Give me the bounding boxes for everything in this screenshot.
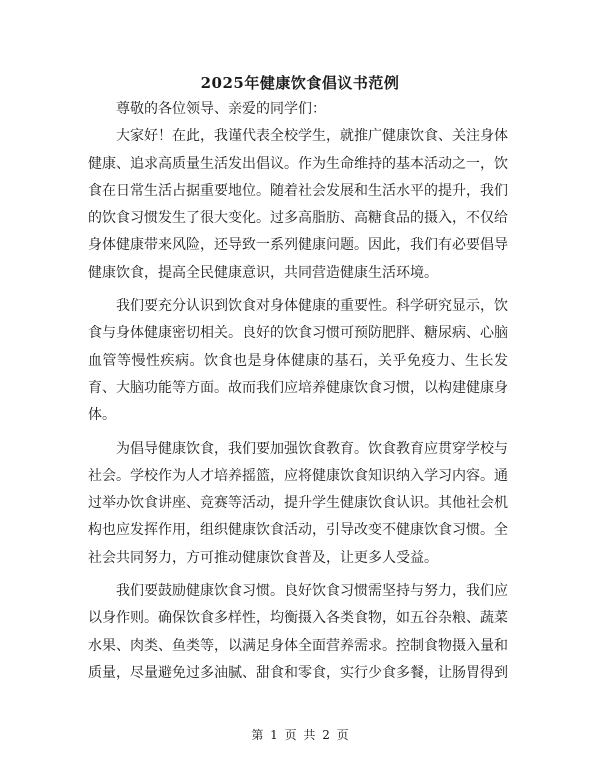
paragraph-1: 大家好！在此，我谨代表全校学生，就推广健康饮食、关注身体健康、追求高质量生活发出倡议。作为生命维持的基本活动之一，饮食在日常生活占据重要地位。随着社会发展和生活水平的提升，我们的饮食习惯发生了很大变化。过多高脂肪、高糖食品的摄入，不仅给身体健康带来风险，还导致一系列健康问题。因此，我们有必要倡导健康饮食，提高全民健康意识，共同营造健康生活环境。 (88, 128, 508, 281)
document-body (88, 96, 508, 687)
page-indicator: 第 1 页 共 2 页 (251, 728, 349, 742)
salutation: 尊敬的各位领导、亲爱的同学们： (116, 101, 326, 117)
paragraph-4: 我们要鼓励健康饮食习惯。良好饮食习惯需坚持与努力，我们应以身作则。确保饮食多样性，均衡摄入各类食物，如五谷杂粮、蔬菜水果、肉类、鱼类等，以满足身体全面营养需求。控制食物摄入量和质量，尽量避免过多油腻、甜食和零食，实行少食多餐，让肠胃得到 (88, 583, 508, 681)
document-title: 2025年健康饮食倡议书范例 (200, 74, 400, 92)
paragraph-3: 为倡导健康饮食，我们要加强饮食教育。饮食教育应贯穿学校与社会。学校作为人才培养摇篮，应将健康饮食知识纳入学习内容。通过举办饮食讲座、竞赛等活动，提升学生健康饮食认识。其他社会机构也应发挥作用，组织健康饮食活动，引导改变不健康饮食习惯。全社会共同努力，方可推动健康饮食普及，让更多人受益。 (88, 440, 508, 566)
paragraph-2: 我们要充分认识到饮食对身体健康的重要性。科学研究显示，饮食与身体健康密切相关。良好的饮食习惯可预防肥胖、糖尿病、心脑血管等慢性疾病。饮食也是身体健康的基石，关乎免疫力、生长发育、大脑功能等方面。故而我们应培养健康饮食习惯，以构建健康身体。 (88, 298, 508, 424)
